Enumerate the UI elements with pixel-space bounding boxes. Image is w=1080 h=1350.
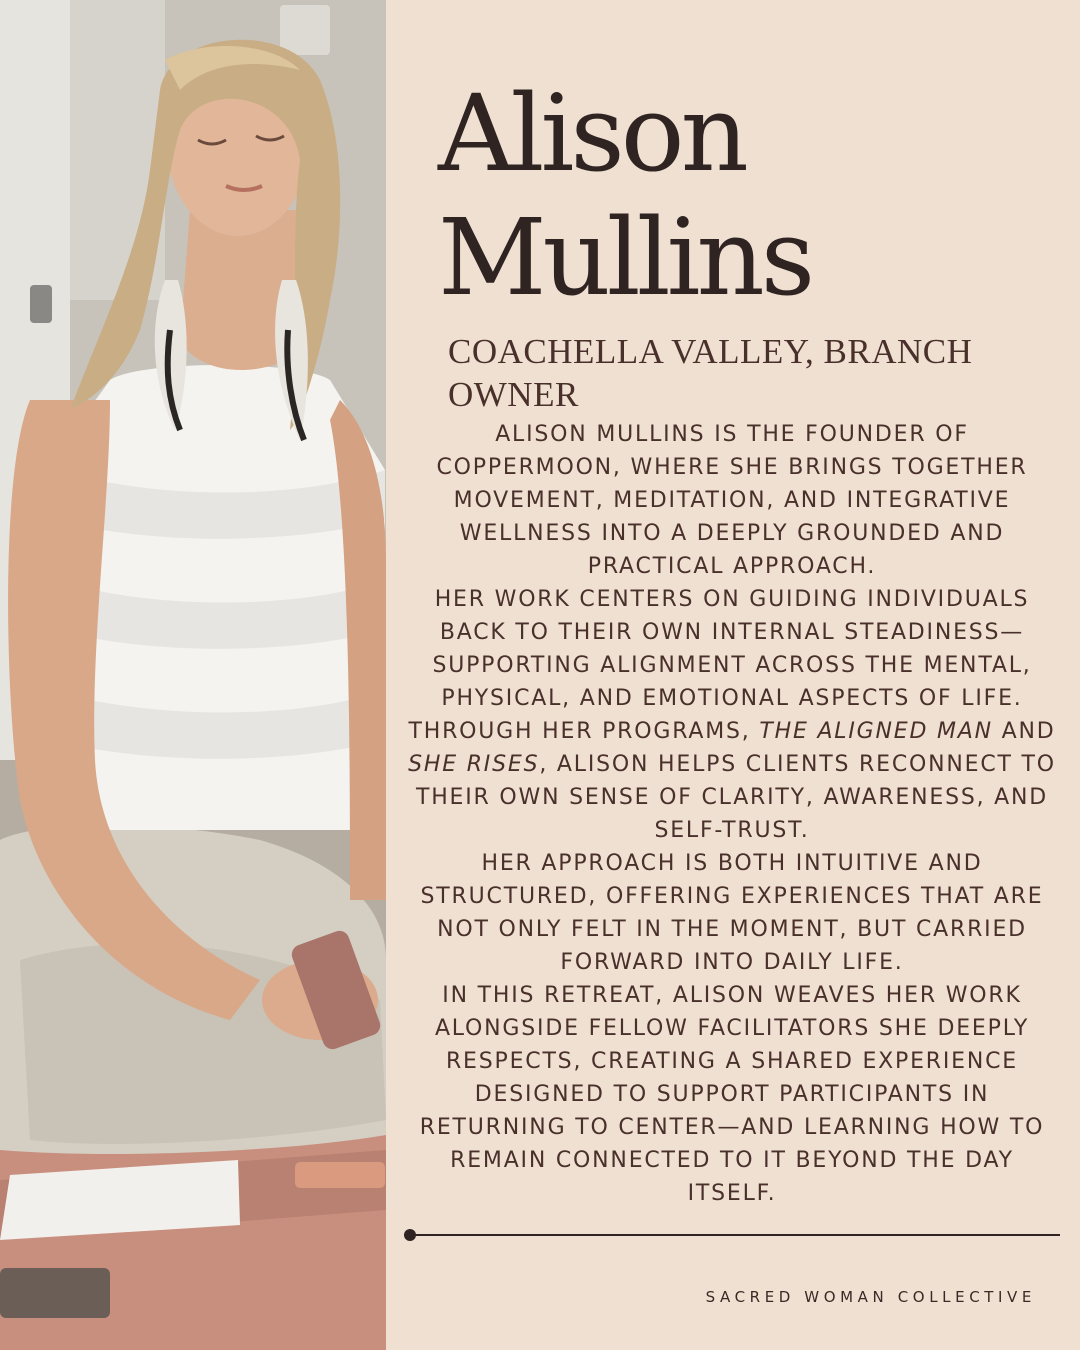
brand-footer: SACRED WOMAN COLLECTIVE <box>705 1288 1036 1306</box>
bio-text <box>402 418 1062 1210</box>
divider-rule <box>410 1234 1060 1236</box>
program-name-aligned-man: THE ALIGNED MAN <box>759 719 993 744</box>
portrait-photo <box>0 0 386 1350</box>
bio-p3-part-a: THROUGH HER PROGRAMS, <box>408 719 760 744</box>
bio-paragraph-1: ALISON MULLINS IS THE FOUNDER OF COPPERMOON, WHERE SHE BRINGS TOGETHER MOVEMENT, MEDITATION, AND INTEGRATIVE WELLNESS INTO A DEEPLY GROUNDED AND PRACTICAL APPROACH. <box>436 422 1028 579</box>
bio-panel <box>386 0 1080 1350</box>
bio-p3-part-c: , ALISON HELPS CLIENTS RECONNECT TO THEIR OWN SENSE OF CLARITY, AWARENESS, AND SELF-TRUST. <box>415 752 1056 843</box>
last-name: Mullins <box>438 196 812 319</box>
role-title <box>448 330 1008 416</box>
role-line-1: COACHELLA VALLEY, BRANCH <box>448 332 973 371</box>
divider-dot <box>404 1229 416 1241</box>
bio-paragraph-2: HER WORK CENTERS ON GUIDING INDIVIDUALS BACK TO THEIR OWN INTERNAL STEADINESS—SUPPORTING ALIGNMENT ACROSS THE MENTAL, PHYSICAL, AND EMOTIONAL ASPECTS OF LIFE. <box>432 587 1032 711</box>
divider-line <box>404 1228 1060 1242</box>
bio-paragraph-5: IN THIS RETREAT, ALISON WEAVES HER WORK ALONGSIDE FELLOW FACILITATORS SHE DEEPLY RESPECTS, CREATING A SHARED EXPERIENCE DESIGNED TO SUPPORT PARTICIPANTS IN RETURNING TO CENTER—AND LEARNING HOW TO REMAIN CONNECTED TO IT BEYOND THE DAY ITSELF. <box>419 983 1045 1206</box>
bio-paragraph-3 <box>402 715 1062 847</box>
bio-p3-part-b: AND <box>992 719 1056 744</box>
first-name: Alison <box>438 72 745 195</box>
role-line-2: OWNER <box>448 375 579 414</box>
portrait-illustration <box>0 0 386 1350</box>
bio-paragraph-4: HER APPROACH IS BOTH INTUITIVE AND STRUCTURED, OFFERING EXPERIENCES THAT ARE NOT ONLY FELT IN THE MOMENT, BUT CARRIED FORWARD INTO DAILY LIFE. <box>420 851 1044 975</box>
facilitator-name <box>438 72 811 320</box>
program-name-she-rises: SHE RISES <box>408 752 540 777</box>
